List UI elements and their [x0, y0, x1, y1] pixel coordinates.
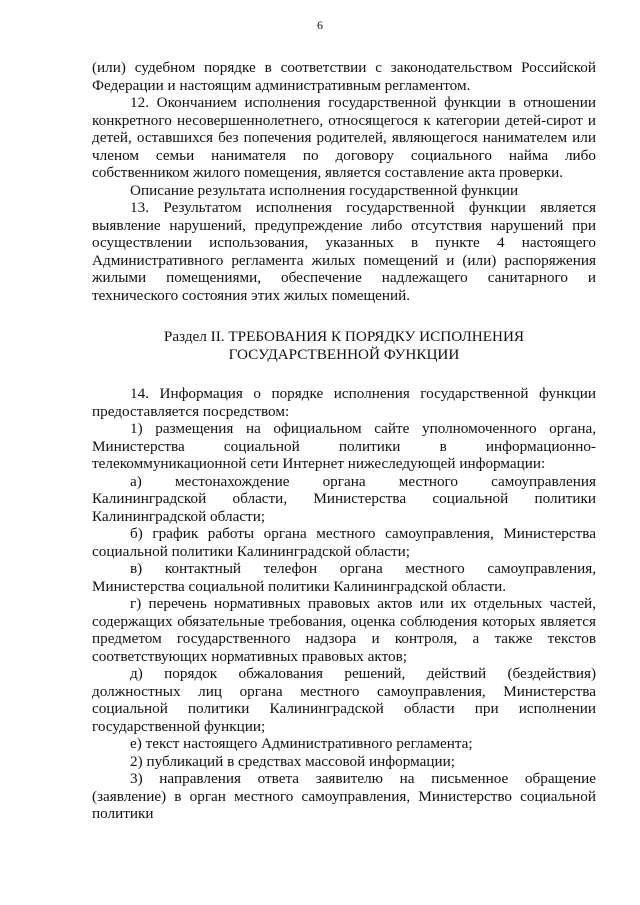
- paragraph-12: 12. Окончанием исполнения государственной функции в отношении конкретного несовершеннолетнего, относящегося к категории детей-сирот и детей, оставшихся без попечения родителей, являющегося нанимателем или членом семьи нанимателя по договору социального найма либо собственником жилого помещения, является составление акта проверки.: [92, 94, 596, 181]
- paragraph: (или) судебном порядке в соответствии с законодательством Российской Федерации и настоящим административным регламентом.: [92, 59, 596, 94]
- section-heading-line: ГОСУДАРСТВЕННОЙ ФУНКЦИИ: [228, 345, 460, 363]
- page-number: 6: [317, 18, 323, 32]
- list-item: 3) направления ответа заявителю на письменное обращение (заявление) в орган местного самоуправления, Министерство социальной политики: [92, 770, 596, 822]
- paragraph-14: 14. Информация о порядке исполнения государственной функции предоставляется посредством:: [92, 385, 596, 420]
- list-item: г) перечень нормативных правовых актов или их отдельных частей, содержащих обязательные требования, оценка соблюдения которых является предметом государственного надзора и контроля, а также текстов соответствующих нормативных правовых актов;: [92, 595, 596, 665]
- paragraph-13: 13. Результатом исполнения государственной функции является выявление нарушений, предупреждение либо отсутствия нарушений при осуществлении использования, указанных в пункте 4 настоящего Административного регламента жилых помещений и (или) распоряжения жилыми помещениями, обеспечение надлежащего санитарного и технического состояния этих жилых помещений.: [92, 199, 596, 304]
- list-item: 1) размещения на официальном сайте уполномоченного органа, Министерства социальной политики в информационно-телекоммуникационной сети Интернет нижеследующей информации:: [92, 420, 596, 472]
- list-item: а) местонахождение органа местного самоуправления Калининградской области, Министерства социальной политики Калининградской области;: [92, 472, 596, 525]
- subheading-result-description: Описание результата исполнения государственной функции: [130, 181, 519, 199]
- list-item: б) график работы органа местного самоуправления, Министерства социальной политики Калининградской области;: [92, 525, 596, 560]
- list-item: д) порядок обжалования решений, действий (бездействия) должностных лиц органа местного самоуправления, Министерства социальной политики Калининградской области при исполнении государственной функции;: [92, 665, 596, 735]
- section-heading: [92, 328, 596, 363]
- list-item: е) текст настоящего Административного регламента;: [130, 735, 473, 752]
- document-body: [92, 59, 596, 823]
- list-item: в) контактный телефон органа местного самоуправления, Министерства социальной политики Калининградской области.: [92, 560, 596, 595]
- section-heading-line: Раздел II. ТРЕБОВАНИЯ К ПОРЯДКУ ИСПОЛНЕНИЯ: [163, 328, 525, 345]
- list-item: 2) публикаций в средствах массовой информации;: [130, 752, 455, 770]
